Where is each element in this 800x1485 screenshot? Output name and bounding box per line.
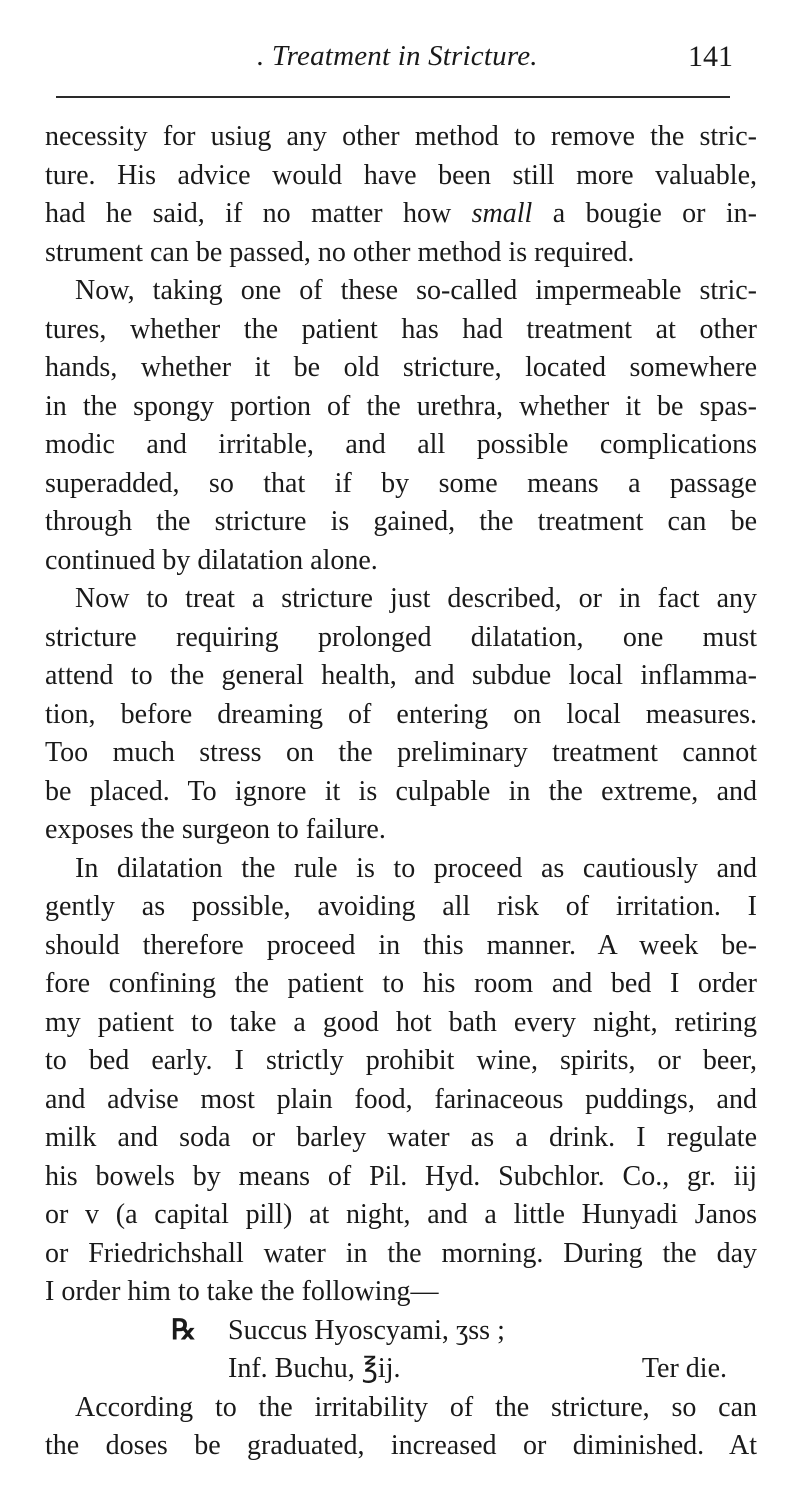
paragraph-first-line: In dilatation the rule is to proceed as cautiously and [75,852,757,884]
text-line: stricture requiring prolonged dilatation, one must [45,621,757,653]
text-line: modic and irritable, and all possible complications [45,429,757,460]
text-line: gently as possible, avoiding all risk of irritation. I [45,891,757,922]
text-line: the doses be graduated, increased or diminished. At [45,1430,757,1461]
text-segment: had he said, if no matter how [45,198,452,229]
prescription-line [45,1312,757,1351]
text-line: attend to the general health, and subdue local inflamma- [45,660,757,691]
paragraph-first-line: According to the irritability of the stricture, so can [75,1391,757,1423]
prescription-line [45,1350,757,1389]
text-line: my patient to take a good hot bath every night, retiring [45,1006,757,1038]
page-header [40,38,740,86]
page-number: 141 [688,40,733,73]
text-line: and advise most plain food, farinaceous puddings, and [45,1083,757,1115]
text-line: necessity for usiug any other method to remove the stric- [45,121,757,152]
text-line: or v (a capital pill) at night, and a little Hunyadi Janos [45,1199,757,1230]
text-line: his bowels by means of Pil. Hyd. Subchlor. Co., gr. iij [45,1160,757,1192]
text-line: I order him to take the following— [45,1276,439,1307]
text-line: hands, whether it be old stricture, located somewhere [45,352,757,383]
header-rule [56,96,730,98]
body-text [45,118,757,1466]
prescription-ingredient: Inf. Buchu, ℥ij. [228,1353,401,1384]
text-line-with-emphasis [45,195,757,234]
text-line: strument can be passed, no other method is required. [45,236,635,268]
text-line: or Friedrichshall water in the morning. During the day [45,1237,757,1269]
text-line: tion, before dreaming of entering on local measures. [45,698,757,730]
text-line: exposes the surgeon to failure. [45,814,386,845]
paragraph-first-line: Now to treat a stricture just described, or in fact any [75,583,757,614]
text-line: through the stricture is gained, the treatment can be [45,506,757,537]
prescription-ingredient: Succus Hyoscyami, ʒss ; [228,1314,505,1346]
text-line: in the spongy portion of the urethra, whether it be spas- [45,390,757,422]
text-line: milk and soda or barley water as a drink. I regulate [45,1122,757,1153]
text-line: superadded, so that if by some means a passage [45,467,757,499]
text-line: ture. His advice would have been still more valuable, [45,159,757,191]
text-segment: a bougie or in- [552,198,757,229]
text-line: be placed. To ignore it is culpable in the extreme, and [45,775,757,807]
text-line: tures, whether the patient has had treatment at other [45,313,757,345]
paragraph-first-line: Now, taking one of these so-called impermeable stric- [75,275,757,306]
recipe-symbol: ℞ [171,1314,197,1346]
text-line: should therefore proceed in this manner. A week be- [45,929,757,961]
text-line: fore confining the patient to his room and bed I order [45,968,757,999]
text-line: Too much stress on the preliminary treatment cannot [45,737,757,768]
running-title: . Treatment in Stricture. [257,40,538,72]
text-line: continued by dilatation alone. [45,544,378,576]
emphasis-word: small [471,198,533,229]
text-line: to bed early. I strictly prohibit wine, spirits, or beer, [45,1045,757,1076]
prescription-dosage: Ter die. [641,1353,727,1384]
